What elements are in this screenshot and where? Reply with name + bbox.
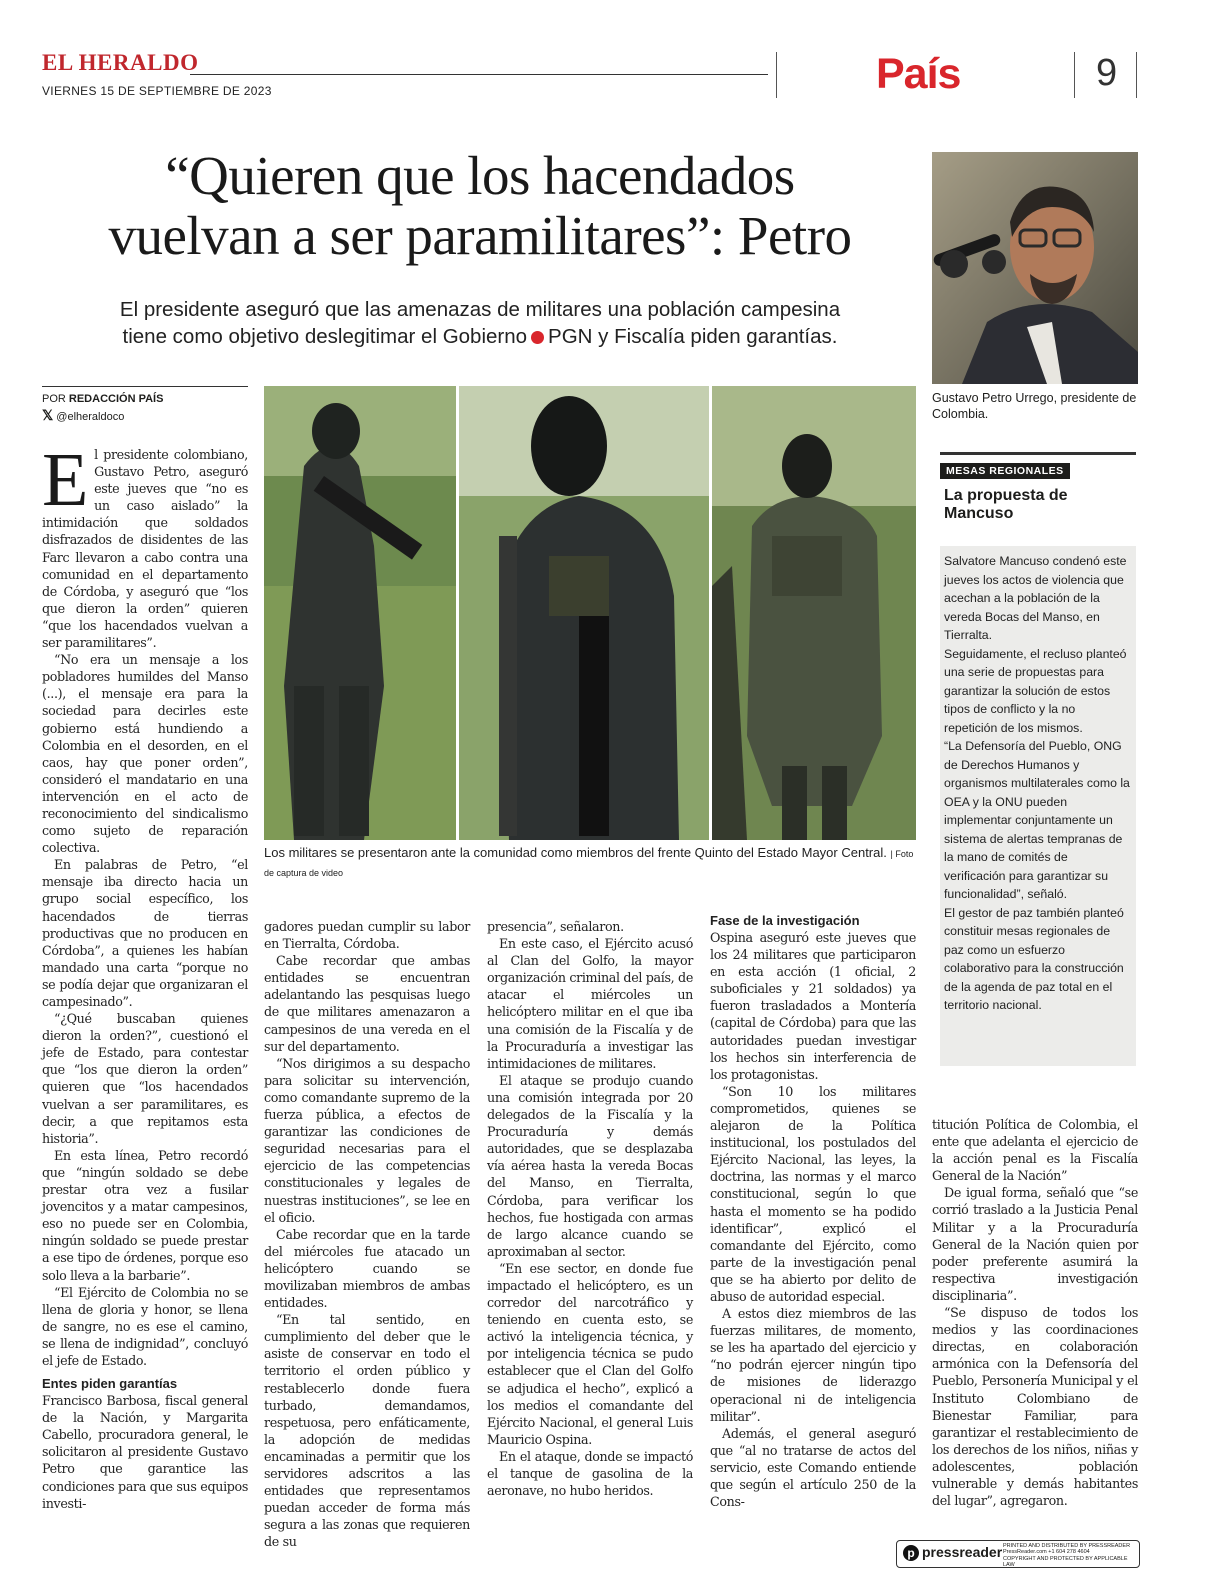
paragraph: “Nos dirigimos a su despacho para solicitar su intervención, como comandante supremo de la fuerza pública, a efectos de garantizar las condiciones de seguridad necesarias para el ejercicio de las competencias constitucionales y legales de nuestras instituciones”, se lee en el oficio. [264,1055,470,1225]
x-icon: 𝕏 [42,407,54,423]
fine-line: PRINTED AND DISTRIBUTED BY PRESSREADER [1003,1543,1131,1549]
fine-line: COPYRIGHT AND PROTECTED BY APPLICABLE LAW [1003,1555,1128,1568]
photo-panel [712,386,916,840]
pressreader-logo [903,1544,1002,1561]
paragraph: Cabe recordar que ambas entidades se encuentran adelantando las pesquisas luego de que militares amenazaron a campesinos de una vereda en el sur del departamento. [264,953,470,1054]
byline-author: REDACCIÓN PAÍS [68,393,164,405]
pressreader-fine-print [1003,1543,1135,1568]
article-column-5 [932,1116,1138,1509]
header-divider [1074,52,1075,98]
header-rule [190,74,768,75]
section-title: País [876,50,961,98]
header-divider [776,52,777,98]
photo-panel [264,386,456,840]
portrait-photo [932,152,1138,384]
paragraph: “En tal sentido, en cumplimiento del deber que le asiste de conservar en todo el territorio el orden público y restablecerlo donde fuera turbado, demandamos, respetuosa, pero enfáticamente, la adopción de medidas encaminadas a permitir que los servidores adscritos a las entidades que representamos puedan acceder de forma más segura a las zonas que requieren de su [264,1312,470,1550]
paragraph: Además, el general aseguró que “al no tratarse de actos del servicio, este Comando entiende que según el artículo 250 de la Cons- [710,1425,916,1510]
paragraph: “¿Qué buscaban quienes dieron la orden?”, cuestionó el jefe de Estado, para contestar que “los que dieron la orden” quieren que “los hacendados vuelvan a ser paramilitares, es decir, a que repitamos esta historia”. [42,1011,248,1146]
dek-line [40,323,920,350]
headline-line: vuelvan a ser paramilitares”: Petro [108,205,852,266]
paragraph: Ospina aseguró este jueves que los 24 militares que participaron en esta acción (1 oficial, 2 suboficiales y 21 soldados) ya fueron trasladados a Montería (capital de Córdoba) para que las autoridades puedan investigar los hechos sin interferencia de los protagonistas. [710,930,916,1082]
dek [40,296,920,350]
paragraph: En esta línea, Petro recordó que “ningún soldado se debe prestar otra vez a fusilar jovencitos y a matar campesinos, eso no puede ser en Colombia, ningún soldado se puede prestar a ese tipo de órdenes, porque eso solo lleva a la barbarie”. [42,1147,248,1283]
headline-line: “Quieren que los hacendados [165,145,795,206]
paragraph: Cabe recordar que en la tarde del miércoles fue atacado un helicóptero cuando se movilizaban miembros de ambas entidades. [264,1226,470,1311]
headline [40,146,920,266]
masthead: EL HERALDO [42,50,199,75]
sidebar-box [940,452,1136,531]
dek-text: PGN y Fiscalía piden garantías. [548,325,838,348]
photo-caption-text: Los militares se presentaron ante la comunidad como miembros del frente Quinto del Estado Mayor Central. [264,845,887,860]
dek-text: tiene como objetivo deslegitimar el Gobierno [122,325,528,348]
article-column-3 [487,918,693,1499]
paragraph: En este caso, el Ejército acusó al Clan del Golfo, la mayor organización criminal del país, de atacar el miércoles un helicóptero militar en el que iba una comisión de la Fiscalía y de la Procuraduría a investigar las intimidaciones de militares. [487,936,693,1071]
sidebar-tag: MESAS REGIONALES [940,463,1070,479]
soldier-photo-image [459,386,709,840]
bullet-dot-icon [531,331,544,344]
paragraph: “No era un mensaje a los pobladores humildes del Manso (...), el mensaje era para la sociedad para decirles este gobierno está hundiendo a Colombia en el desorden, en el caos, hay que poner orden”, consideró el mandatario en una intervención en el acto de reconocimiento del sindicalismo como sujeto de reparación colectiva. [42,652,248,856]
sidebar-paragraph: Seguidamente, el recluso planteó una serie de propuestas para garantizar la solución de estos tipos de conflicto y la no repetición de los mismos. [944,646,1127,735]
article-column-2 [264,918,470,1550]
subhead: Entes piden garantías [42,1376,178,1392]
article-column-1 [42,438,248,1512]
pressreader-badge[interactable] [896,1540,1140,1568]
paragraph: titución Política de Colombia, el ente que adelanta el ejercicio de la acción penal es la Fiscalía General de la Nación” [932,1117,1138,1184]
header-divider [1136,52,1137,98]
paragraph: Francisco Barbosa, fiscal general de la Nación, y Margarita Cabello, procuradora general, le solicitaron al presidente Gustavo Petro que garantice las condiciones para que sus equipos investi- [42,1393,248,1511]
paragraph: “Se dispuso de todos los medios y las coordinaciones directas, en colaboración armónica con la Defensoría del Pueblo, Personería Municipal y el Instituto Colombiano de Bienestar Familiar, para garantizar el restablecimiento de los derechos de los niños, niñas y adolescentes, población vulnerable y demás habitantes del lugar”, agregaron. [932,1305,1138,1509]
portrait-caption: Gustavo Petro Urrego, presidente de Colombia. [932,391,1137,421]
paragraph: A estos diez miembros de las fuerzas militares, de momento, se les ha apartado del ejercicio y “no podrán ejercer ningún tipo de misiones de liderazgo operacional ni de inteligencia militar”. [710,1306,916,1424]
paragraph: En el ataque, donde se impactó el tanque de gasolina de la aeronave, no hubo heridos. [487,1448,693,1499]
sidebar-paragraph: El gestor de paz también planteó constituir mesas regionales de paz como un esfuerzo colaborativo para la construcción de la agenda de paz total en el territorio nacional. [944,905,1124,1012]
soldier-photo-image [264,386,456,840]
paragraph: En palabras de Petro, “el mensaje iba directo hacia un grupo social específico, los hacendados de tierras productivas que no producen en Córdoba”, a quienes les habían mandado una carta “porque no se podía dejar que organizaran el campesinado”. [42,857,248,1009]
issue-date: VIERNES 15 DE SEPTIEMBRE DE 2023 [42,84,272,98]
soldier-photo-image [712,386,916,840]
dropcap: E [42,438,89,522]
paragraph: El ataque se produjo cuando una comisión integrada por 20 delegados de la Fiscalía y la Procuraduría y demás autoridades, que se desplazaba vía aérea hasta la vereda Bocas del Manso, en Tierralta, Córdoba, para verificar los hechos, fue hostigada con armas de largo alcance cuando se aproximaban al sector. [487,1072,693,1259]
paragraph: De igual forma, señaló que “se corrió traslado a la Justicia Penal Militar y a la Procuraduría General de la Nación quien por poder preferente asumirá la respectiva investigación disciplinaria”. [932,1185,1138,1303]
pressreader-brand: pressreader [922,1544,1003,1560]
photo-panel [459,386,709,840]
paragraph: “En ese sector, en donde fue impactado el helicóptero, es un corredor del narcotráfico y teniendo en cuenta esto, se activó la inteligencia técnica, y por inteligencia técnica se pudo establecer que el Clan del Golfo se adjudica el hecho”, explicó a los medios el comandante del Ejército Nacional, el general Luis Mauricio Ospina. [487,1260,693,1447]
byline-prefix: POR [42,393,66,405]
portrait-image [932,152,1138,384]
lead-paragraph [42,438,248,651]
paragraph: gadores puedan cumplir su labor en Tierralta, Córdoba. [264,919,470,952]
subhead: Fase de la investigación [710,913,860,928]
page-number: 9 [1096,52,1118,94]
pressreader-icon: p [903,1545,919,1561]
paragraph: “El Ejército de Colombia no se llena de gloria y honor, se llena de sangre, no es ese el camino, se llena de indignidad”, concluyó el jefe de Estado. [42,1284,248,1368]
dek-line: El presidente aseguró que las amenazas de militares una población campesina [119,298,841,321]
photo-strip [264,386,916,840]
sidebar-body [940,546,1136,1066]
paragraph: “Son 10 los militares comprometidos, quienes se alejaron de la Política institucional, los postulados del Ejército Nacional, las leyes, la doctrina, las normas y el marco constitucional, según lo que hasta el momento se ha podido identificar”, explicó el comandante del Ejército, como parte de la investigación penal que se ha abierto por delito de abuso de autoridad especial. [710,1083,916,1304]
sidebar-paragraph: “La Defensoría del Pueblo, ONG de Derechos Humanos y organismos multilaterales como la OEA y la ONU pueden implementar conjuntamente un sistema de alertas tempranas de la mano de comités de verificación para garantizar su funcionalidad”, señaló. [944,739,1130,901]
photo-credit: | Foto de captura de video [264,849,914,878]
paragraph: presencia”, señalaron. [487,919,624,934]
byline [42,386,248,425]
lead-text: l presidente colombiano, Gustavo Petro, aseguró este jueves que “no es un caso aislado” la intimidación que soldados disfrazados de disidentes de las Farc llevaron a cabo contra una comunidad en el departamento de Córdoba, y aseguró que “los que dieron la orden” quieren “que los hacendados vuelvan a ser paramilitares”. [42,447,248,651]
photo-caption [264,844,918,882]
sidebar-title: La propuesta de Mancuso [944,487,1068,522]
fine-line: PressReader.com +1 604 278 4604 [1003,1549,1090,1556]
sidebar-paragraph: Salvatore Mancuso condenó este jueves los actos de violencia que acechan a la población de la vereda Bocas del Manso, en Tierralta. [944,554,1127,642]
article-column-4 [710,912,916,1510]
byline-handle[interactable]: @elheraldoco [56,411,125,423]
